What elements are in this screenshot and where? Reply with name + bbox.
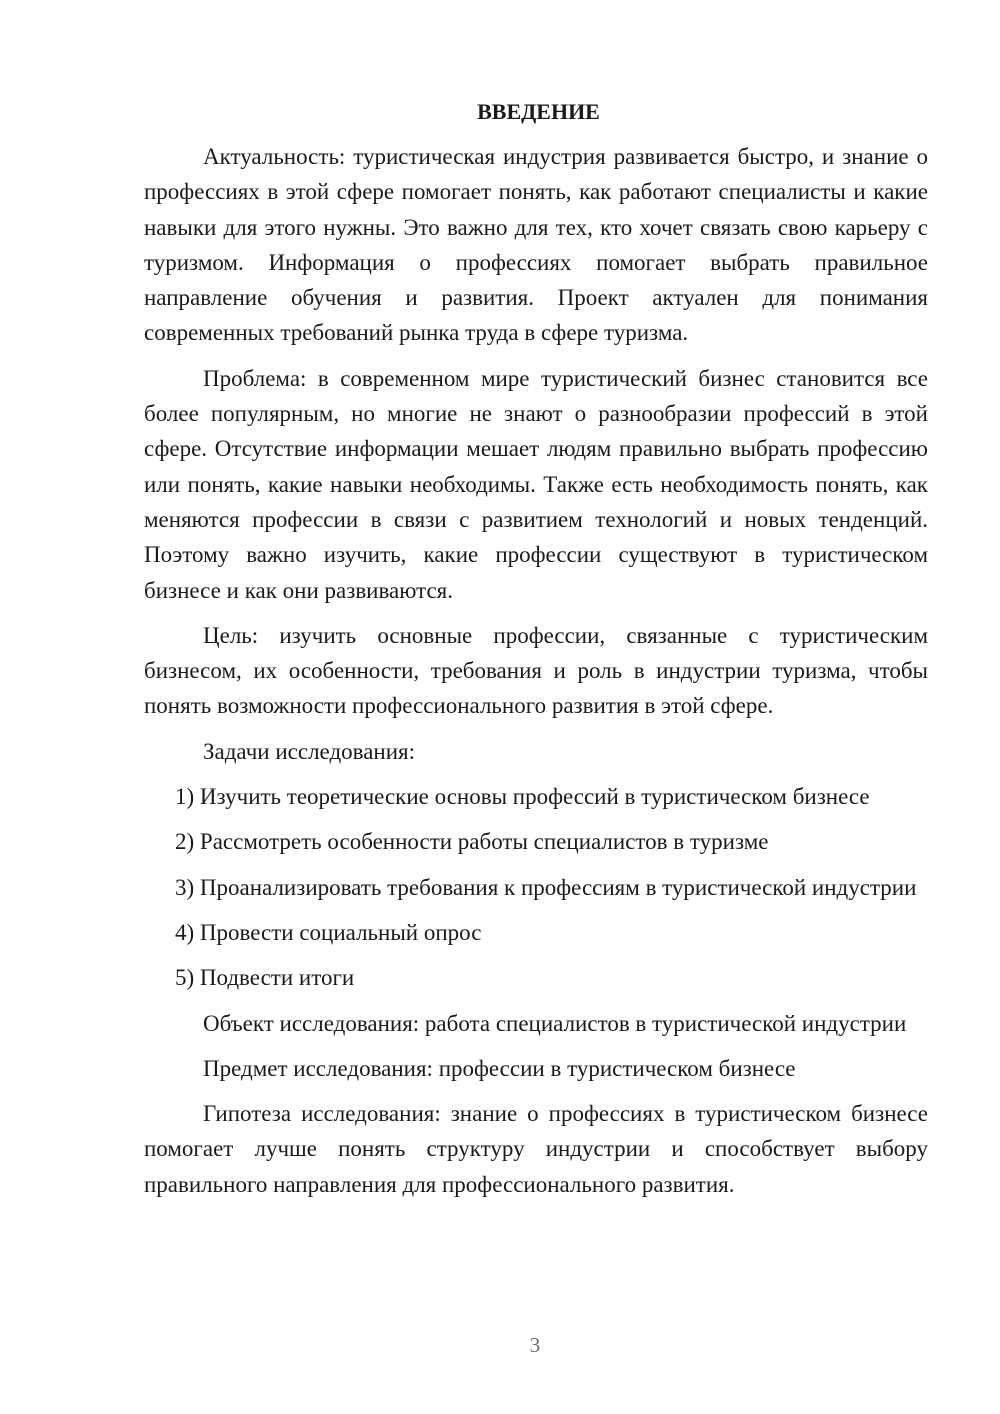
- tasks-intro: Задачи исследования:: [203, 738, 416, 764]
- research-hypothesis-paragraph: Гипотеза исследования: знание о профессиях в туристическом бизнесе помогает лучше понять структуру индустрии и способствует выбору правильного направления для профессионального развития.: [144, 1101, 928, 1197]
- task-item: 4) Провести социальный опрос: [175, 919, 482, 945]
- research-object-paragraph: Объект исследования: работа специалистов в туристической индустрии: [203, 1010, 907, 1036]
- research-subject-paragraph: Предмет исследования: профессии в туристическом бизнесе: [203, 1055, 796, 1081]
- problem-paragraph: Проблема: в современном мире туристический бизнес становится все более популярным, но многие не знают о разнообразии профессий в этой сфере. Отсутствие информации мешает людям правильно выбрать профессию или понять, какие навыки необходимы. Также есть необходимость понять, как меняются профессии в связи с развитием технологий и новых тенденций. Поэтому важно изучить, какие профессии существуют в туристическом бизнесе и как они развиваются.: [144, 365, 928, 603]
- task-item: 2) Рассмотреть особенности работы специалистов в туризме: [175, 829, 769, 855]
- goal-paragraph: Цель: изучить основные профессии, связанные с туристическим бизнесом, их особенности, требования и роль в индустрии туризма, чтобы понять возможности профессионального развития в этой сфере.: [144, 622, 928, 719]
- task-item: 1) Изучить теоретические основы профессий в туристическом бизнесе: [175, 784, 870, 810]
- task-item: 3) Проанализировать требования к профессиям в туристической индустрии: [175, 874, 917, 900]
- task-item: 5) Подвести итоги: [175, 965, 355, 991]
- relevance-paragraph: Актуальность: туристическая индустрия развивается быстро, и знание о профессиях в этой сфере помогает понять, как работают специалисты и какие навыки для этого нужны. Это важно для тех, кто хочет связать свою карьеру с туризмом. Информация о профессиях помогает выбрать правильное направление обучения и развития. Проект актуален для понимания современных требований рынка труда в сфере туризма.: [144, 144, 928, 346]
- page-body: [144, 94, 928, 1212]
- page-title: ВВЕДЕНИЕ: [477, 99, 600, 124]
- page-number: 3: [529, 1333, 541, 1357]
